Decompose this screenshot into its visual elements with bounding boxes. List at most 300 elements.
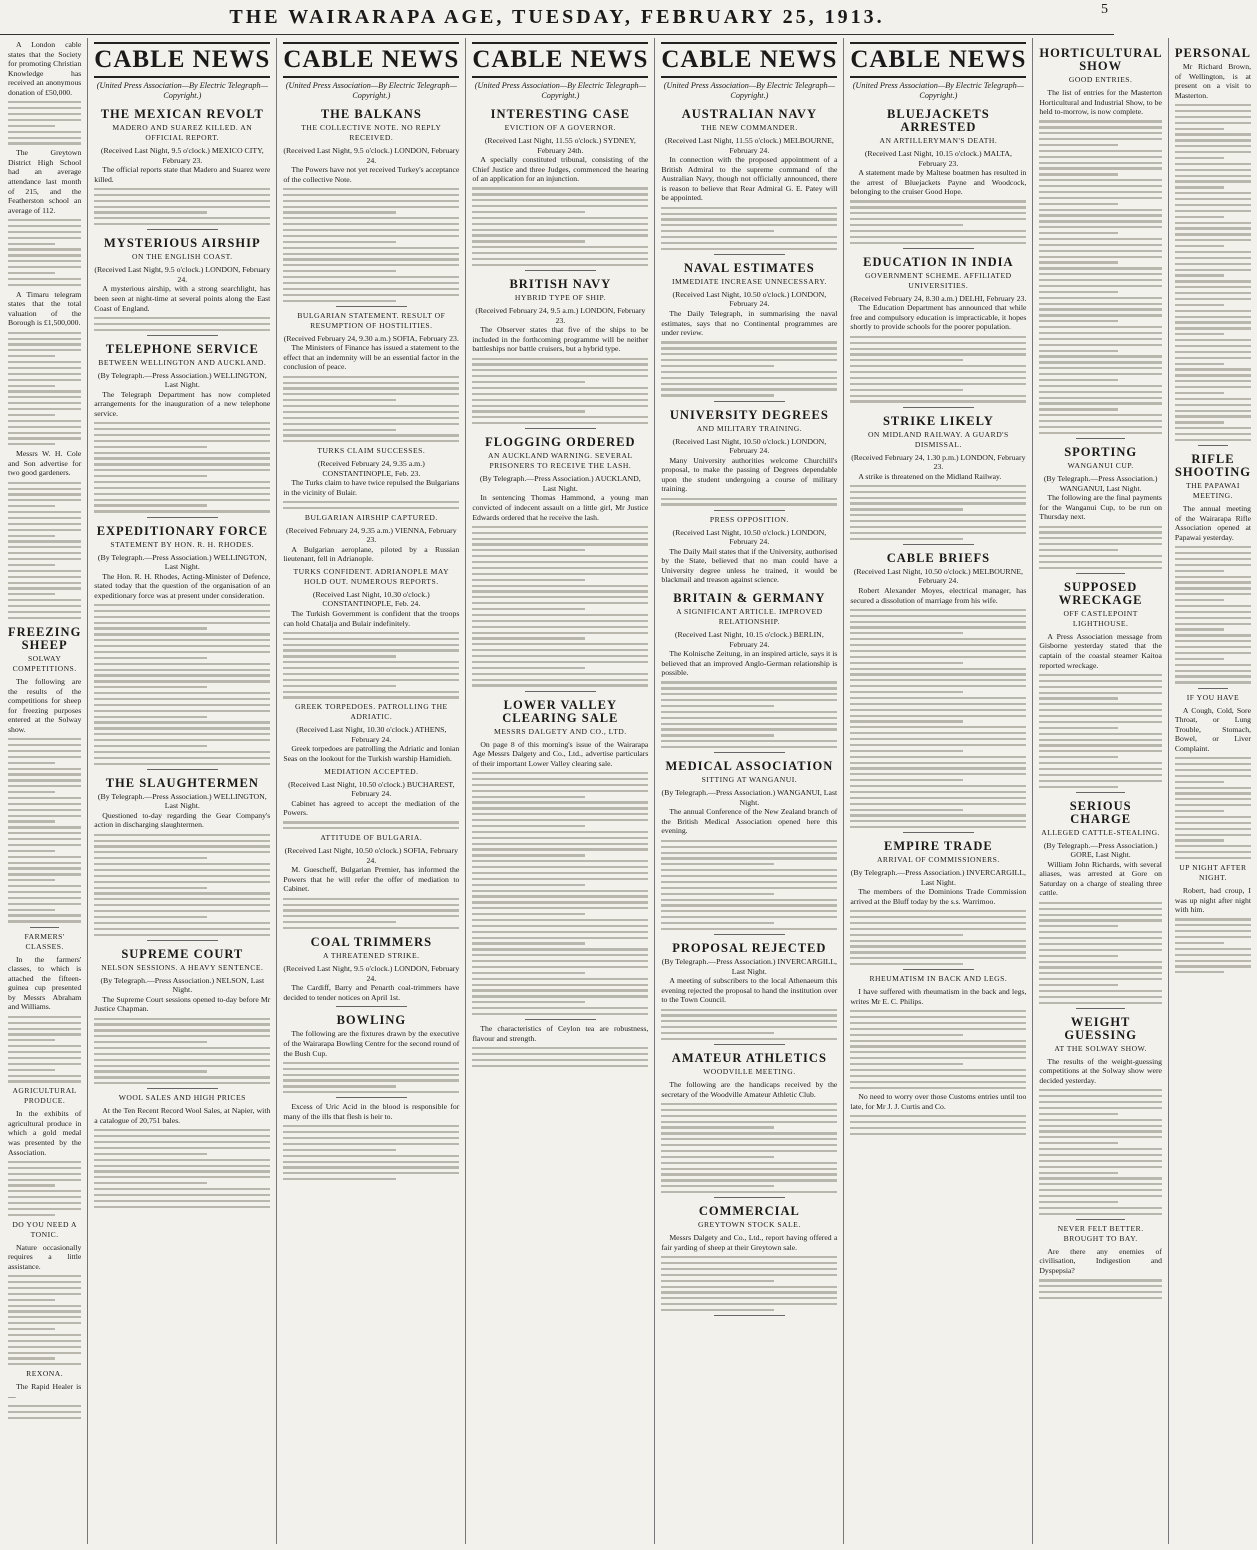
article [472, 278, 648, 429]
cable-news-header: CABLE NEWS [850, 42, 1026, 78]
text-line [472, 229, 648, 231]
text-line [472, 1047, 648, 1049]
text-line [8, 1167, 81, 1169]
text-line [8, 891, 81, 893]
article-divider [336, 1006, 406, 1007]
text-line [661, 910, 837, 912]
text-line [661, 1291, 837, 1293]
text-line [850, 353, 1026, 355]
text-line [1175, 333, 1224, 335]
article-text-lines [8, 332, 81, 446]
article-body: The following are the fixtures drawn by the executive of the Wairarapa Bowling Centre for the second round of the Bush Cup. [283, 1029, 460, 1058]
text-line [850, 1075, 1026, 1077]
article-text-lines [283, 898, 459, 930]
text-line [472, 848, 648, 850]
text-line [1175, 410, 1251, 412]
text-line [1039, 391, 1162, 393]
article-text-lines [472, 358, 648, 425]
text-line [283, 434, 459, 436]
text-line [94, 217, 270, 219]
text-line [850, 826, 1026, 828]
text-line [94, 916, 207, 918]
article [850, 1092, 1026, 1135]
text-line [1039, 750, 1162, 752]
text-line [1039, 220, 1162, 222]
newspaper-title: THE WAIRARAPA AGE, TUESDAY, FEBRUARY 25, 1913. [229, 5, 885, 28]
text-line [661, 1103, 837, 1105]
text-line [850, 791, 1026, 793]
article-text-lines [8, 219, 81, 286]
text-line [1175, 652, 1251, 654]
text-line [472, 919, 648, 921]
text-line [1039, 674, 1162, 676]
text-line [1175, 851, 1251, 853]
text-line [1039, 326, 1162, 328]
article [94, 1093, 270, 1207]
text-line [1039, 338, 1162, 340]
text-line [8, 826, 81, 828]
text-line [94, 475, 207, 477]
text-line [1039, 949, 1162, 951]
text-line [472, 205, 648, 207]
text-line [472, 673, 648, 675]
text-line [850, 336, 1026, 338]
text-line [94, 692, 270, 694]
article [1175, 863, 1251, 974]
text-line [850, 910, 1026, 912]
text-line [8, 1184, 55, 1186]
text-line [1175, 198, 1251, 200]
text-line [8, 260, 81, 262]
text-line [850, 1045, 1026, 1047]
article-body: A London cable states that the Society for promoting Christian Knowledge has received an anonymous donation of £50,000. [8, 40, 82, 97]
text-line [8, 390, 81, 392]
text-line [94, 1153, 207, 1155]
text-line [8, 248, 81, 250]
text-line [8, 1405, 81, 1407]
article-dateline: (By Telegraph.—Press Association.) WELLINGTON, Last Night. [97, 552, 267, 571]
text-line [472, 223, 648, 225]
text-line [283, 644, 459, 646]
text-line [1175, 681, 1251, 683]
text-line [8, 361, 81, 363]
text-line [1175, 363, 1224, 365]
text-line [472, 240, 585, 242]
text-line [850, 797, 1026, 799]
article-subheadline: MESSRS DALGETY AND CO., LTD. [494, 726, 627, 736]
text-line [1175, 781, 1224, 783]
article-subheadline: THE COLLECTIVE NOTE. NO REPLY RECEIVED. [301, 123, 442, 142]
text-line [8, 511, 81, 513]
text-line [472, 884, 585, 886]
article-text-lines [661, 498, 837, 506]
text-line [850, 218, 1026, 220]
text-line [94, 622, 270, 624]
text-line [94, 493, 270, 495]
text-line [1175, 857, 1251, 859]
text-line [94, 686, 207, 688]
text-line [1039, 432, 1162, 434]
article-subheadline: PRESS OPPOSITION. [709, 514, 789, 524]
text-line [661, 236, 837, 238]
text-line [94, 904, 270, 906]
text-line [472, 872, 648, 874]
article [661, 515, 837, 585]
article-body: The Education Department has announced that while free and compulsory education is impracticable, it hopes shortly to provide schools for the poorer population. [850, 303, 1027, 332]
article-dateline: (Received February 24, 9.35 a.m.) VIENNA, February 23. [285, 525, 457, 545]
article-subheadline: BULGARIAN AIRSHIP CAPTURED. [304, 512, 438, 522]
text-line [1039, 167, 1162, 169]
text-line [94, 1023, 270, 1025]
text-line [850, 1034, 963, 1036]
text-line [8, 920, 81, 922]
article [661, 108, 837, 255]
article-text-lines [661, 1009, 837, 1041]
text-line [1039, 537, 1162, 539]
article-subheadline: WOODVILLE MEETING. [703, 1067, 796, 1077]
text-line [1039, 715, 1162, 717]
article-subheadline: ARRIVAL OF COMMISSIONERS. [876, 855, 1000, 865]
column-2 [87, 38, 276, 1544]
article-dateline: (Received Last Night, 10.15 o'clock.) BERLIN, February 24. [674, 630, 824, 649]
text-line [850, 756, 1026, 758]
article-divider [714, 1044, 784, 1045]
text-line [661, 1162, 837, 1164]
text-line [850, 626, 1026, 628]
text-line [94, 1029, 270, 1031]
article-subheadline: IMMEDIATE INCREASE UNNECESSARY. [671, 276, 827, 286]
article-headline: COMMERCIAL [698, 1204, 800, 1219]
text-line [850, 514, 1026, 516]
article [8, 40, 81, 145]
article-body: M. Guescheff, Bulgarian Premier, has informed the Powers that he will refer the offer of mediation to Cabinet. [283, 865, 460, 894]
text-line [1039, 256, 1162, 258]
text-line [472, 375, 648, 377]
text-line [283, 685, 396, 687]
text-line [472, 590, 648, 592]
text-line [850, 703, 1026, 705]
text-line [850, 359, 963, 361]
article-dateline: (By Telegraph.—Press Association.) WANGANUI, Last Night. [661, 788, 838, 807]
text-line [8, 1281, 81, 1283]
text-line [850, 685, 1026, 687]
text-line [8, 914, 81, 916]
text-line [472, 679, 648, 681]
text-line [850, 738, 1026, 740]
text-line [661, 1026, 837, 1028]
text-line [8, 1334, 81, 1336]
text-line [8, 1411, 81, 1413]
text-line [1175, 357, 1251, 359]
text-line [1039, 1285, 1162, 1287]
text-line [661, 341, 837, 343]
text-line [1039, 780, 1162, 782]
text-line [850, 820, 1026, 822]
article-headline: STRIKE LIKELY [882, 413, 994, 428]
text-line [283, 821, 459, 823]
text-line [8, 582, 81, 584]
article-subheadline: ON MIDLAND RAILWAY. A GUARD'S DISMISSAL. [867, 429, 1009, 449]
text-line [8, 420, 81, 422]
text-line [1039, 567, 1162, 569]
text-line [1039, 1107, 1162, 1109]
text-line [472, 1053, 648, 1055]
text-line [8, 505, 55, 507]
text-line [1039, 361, 1162, 363]
text-line [472, 655, 648, 657]
text-line [94, 1018, 270, 1020]
text-line [850, 1115, 1026, 1117]
text-line [1175, 368, 1251, 370]
article-headline: UNIVERSITY DEGREES [669, 407, 829, 422]
article [661, 1205, 837, 1316]
text-line [472, 837, 648, 839]
text-line [1039, 120, 1162, 122]
text-line [1039, 919, 1162, 921]
text-line [1039, 966, 1162, 968]
text-line [850, 200, 1026, 202]
text-line [472, 567, 648, 569]
article-body: Nature occasionally requires a little assistance. [8, 1242, 82, 1271]
text-line [8, 587, 81, 589]
article-dateline: (By Telegraph.—Press Association.) WELLINGTON, Last Night. [97, 370, 267, 390]
text-line [850, 1040, 1026, 1042]
text-line [472, 960, 648, 962]
text-line [94, 840, 270, 842]
article-divider [525, 428, 595, 429]
text-line [1039, 261, 1117, 263]
article-text-lines [472, 1047, 648, 1067]
text-line [1039, 1297, 1162, 1299]
text-line [1175, 924, 1251, 926]
text-line [1175, 145, 1251, 147]
text-line [8, 1305, 81, 1307]
text-line [1039, 543, 1162, 545]
text-line [1175, 216, 1224, 218]
text-line [661, 388, 837, 390]
article-subheadline: STATEMENT BY HON. R. H. RHODES. [110, 539, 255, 549]
text-line [8, 272, 55, 274]
text-line [94, 1194, 270, 1196]
article-headline: SUPPOSED WRECKAGE [1058, 579, 1143, 607]
article-body: The Turkish Government is confident that the troops can hold Chatalja and Bulair indefinitely. [283, 608, 460, 628]
text-line [8, 1069, 55, 1071]
text-line [8, 738, 81, 740]
article-text-lines [1039, 1089, 1162, 1215]
article-subheadline: ATTITUDE OF BULGARIA. [320, 833, 423, 843]
text-line [283, 247, 459, 249]
text-line [661, 353, 837, 355]
article-text-lines [850, 485, 1026, 540]
article-subheadline: TURKS CLAIM SUCCESSES. [317, 446, 426, 456]
text-line [94, 1053, 270, 1055]
text-line [472, 363, 648, 365]
text-line [283, 200, 459, 202]
text-line [661, 869, 837, 871]
text-line [1039, 273, 1162, 275]
text-line [1039, 1279, 1162, 1281]
text-line [1175, 169, 1251, 171]
text-line [661, 863, 774, 865]
article-dateline: (Received Last Night, 10.15 o'clock.) MALTA, February 23. [864, 149, 1012, 168]
article-body: A Timaru telegram states that the total valuation of the Borough is £1,500,000. [8, 289, 82, 328]
article-divider [714, 1197, 784, 1198]
text-line [8, 1022, 81, 1024]
text-line [8, 414, 55, 416]
article-body: The Powers have not yet received Turkey's acceptance of the collective Note. [283, 165, 460, 184]
article-body: The following are the handicaps received by the secretary of the Woodville Amateur Athletic Club. [661, 1080, 838, 1099]
text-line [1039, 191, 1162, 193]
article-dateline: (By Telegraph.—Press Association.) INVERCARGILL, Last Night. [661, 957, 837, 976]
article [472, 436, 648, 691]
text-line [94, 716, 207, 718]
text-line [661, 1191, 837, 1193]
text-line [1039, 984, 1117, 986]
text-line [1175, 192, 1251, 194]
article-body: A Bulgarian aeroplane, piloted by a Russian lieutenant, fell in Adrianople. [283, 544, 460, 564]
text-line [1039, 697, 1117, 699]
article-dateline: (Received February 24, 8.30 a.m.) DELHI, February 23. [850, 293, 1027, 303]
text-line [1175, 116, 1251, 118]
text-line [94, 663, 270, 665]
article-body: Robert Alexander Moyes, electrical manager, has secured a dissolution of marriage from his wife. [850, 585, 1027, 605]
text-line [1039, 531, 1162, 533]
article-headline: AUSTRALIAN NAVY [681, 107, 817, 121]
text-line [8, 231, 81, 233]
text-line [1175, 128, 1224, 130]
text-line [472, 901, 648, 903]
text-line [1039, 132, 1162, 134]
text-line [1175, 233, 1251, 235]
text-line [472, 937, 648, 939]
article-text-lines [661, 840, 837, 930]
text-line [1175, 918, 1251, 920]
text-line [1039, 332, 1162, 334]
article-text-lines [94, 1129, 270, 1208]
text-line [661, 1109, 837, 1111]
article-text-lines [1175, 104, 1251, 441]
article [283, 1014, 459, 1098]
text-line [8, 1287, 81, 1289]
text-line [472, 258, 648, 260]
text-line [472, 561, 648, 563]
article [8, 626, 81, 928]
text-line [94, 434, 270, 436]
text-line [8, 437, 81, 439]
text-line [850, 532, 1026, 534]
text-line [94, 194, 270, 196]
text-line [8, 832, 81, 834]
text-line [1175, 351, 1251, 353]
text-line [472, 187, 648, 189]
text-line [1039, 727, 1117, 729]
article-body: The annual Conference of the New Zealand branch of the British Medical Association opened here this evening. [661, 807, 838, 836]
text-line [850, 767, 1026, 769]
text-line [1175, 960, 1251, 962]
text-line [661, 1038, 837, 1040]
article [283, 513, 459, 564]
text-line [8, 879, 55, 881]
text-line [850, 1069, 1026, 1071]
article [1039, 581, 1162, 793]
article-body: A Press Association message from Gisborne yesterday stated that the captain of the coastal steamer Kaitoa reported wreckage. [1039, 631, 1162, 670]
text-line [472, 778, 648, 780]
text-line [472, 543, 648, 545]
text-line [850, 934, 963, 936]
text-line [283, 696, 459, 698]
article-subheadline: WOOL SALES AND HIGH PRICES [118, 1093, 246, 1103]
text-line [94, 727, 270, 729]
text-line [661, 1309, 774, 1311]
text-line [1175, 954, 1251, 956]
text-line [661, 1286, 837, 1288]
article [472, 699, 648, 1021]
text-line [94, 1159, 270, 1161]
text-line [1175, 822, 1251, 824]
text-line [472, 661, 648, 663]
text-line [472, 585, 648, 587]
text-line [1175, 122, 1251, 124]
text-line [661, 1297, 837, 1299]
text-line [661, 1020, 837, 1022]
article-body: In the exhibits of agricultural produce in which a gold medal was presented by the Association. [8, 1109, 82, 1157]
text-line [94, 875, 270, 877]
text-line [472, 399, 648, 401]
article-body: Are there any enemies of civilisation, Indigestion and Dyspepsia? [1039, 1246, 1162, 1276]
text-line [94, 610, 270, 612]
text-line [8, 142, 81, 144]
text-line [661, 365, 774, 367]
text-line [850, 236, 1026, 238]
text-line [1039, 908, 1162, 910]
text-line [283, 898, 459, 900]
text-line [1039, 1177, 1162, 1179]
text-line [94, 604, 270, 606]
article-body: The characteristics of Ceylon tea are robustness, flavour and strength. [472, 1024, 649, 1043]
article [472, 1024, 648, 1067]
text-line [94, 763, 270, 765]
text-line [283, 1079, 459, 1081]
text-line [850, 715, 1026, 717]
article-text-lines [283, 188, 459, 302]
article-text-lines [8, 1405, 81, 1419]
text-line [283, 679, 459, 681]
text-line [1039, 314, 1162, 316]
text-line [283, 387, 459, 389]
text-line [8, 750, 81, 752]
text-line [8, 1016, 81, 1018]
text-line [8, 408, 81, 410]
text-line [94, 887, 207, 889]
text-line [8, 850, 55, 852]
text-line [94, 851, 270, 853]
article-body: A specially constituted tribunal, consisting of the Chief Justice and three Judges, commenced the hearing of an application for an injunction. [472, 155, 649, 184]
text-line [1039, 549, 1117, 551]
text-line [8, 844, 81, 846]
text-line [94, 329, 270, 331]
text-line [8, 558, 81, 560]
text-line [1039, 308, 1162, 310]
text-line [94, 680, 270, 682]
article-body: The Turks claim to have twice repulsed the Bulgarians in the vicinity of Bulair. [283, 478, 460, 497]
text-line [1039, 786, 1117, 788]
article-text-lines [1039, 902, 1162, 1004]
article-text-lines [94, 1018, 270, 1085]
text-line [8, 488, 81, 490]
text-line [8, 785, 81, 787]
article-subheadline: GOOD ENTRIES. [1068, 75, 1133, 84]
article-body: The Cardiff, Barry and Penarth coal-trimmers have decided to tender notices on April 1st. [283, 983, 460, 1002]
